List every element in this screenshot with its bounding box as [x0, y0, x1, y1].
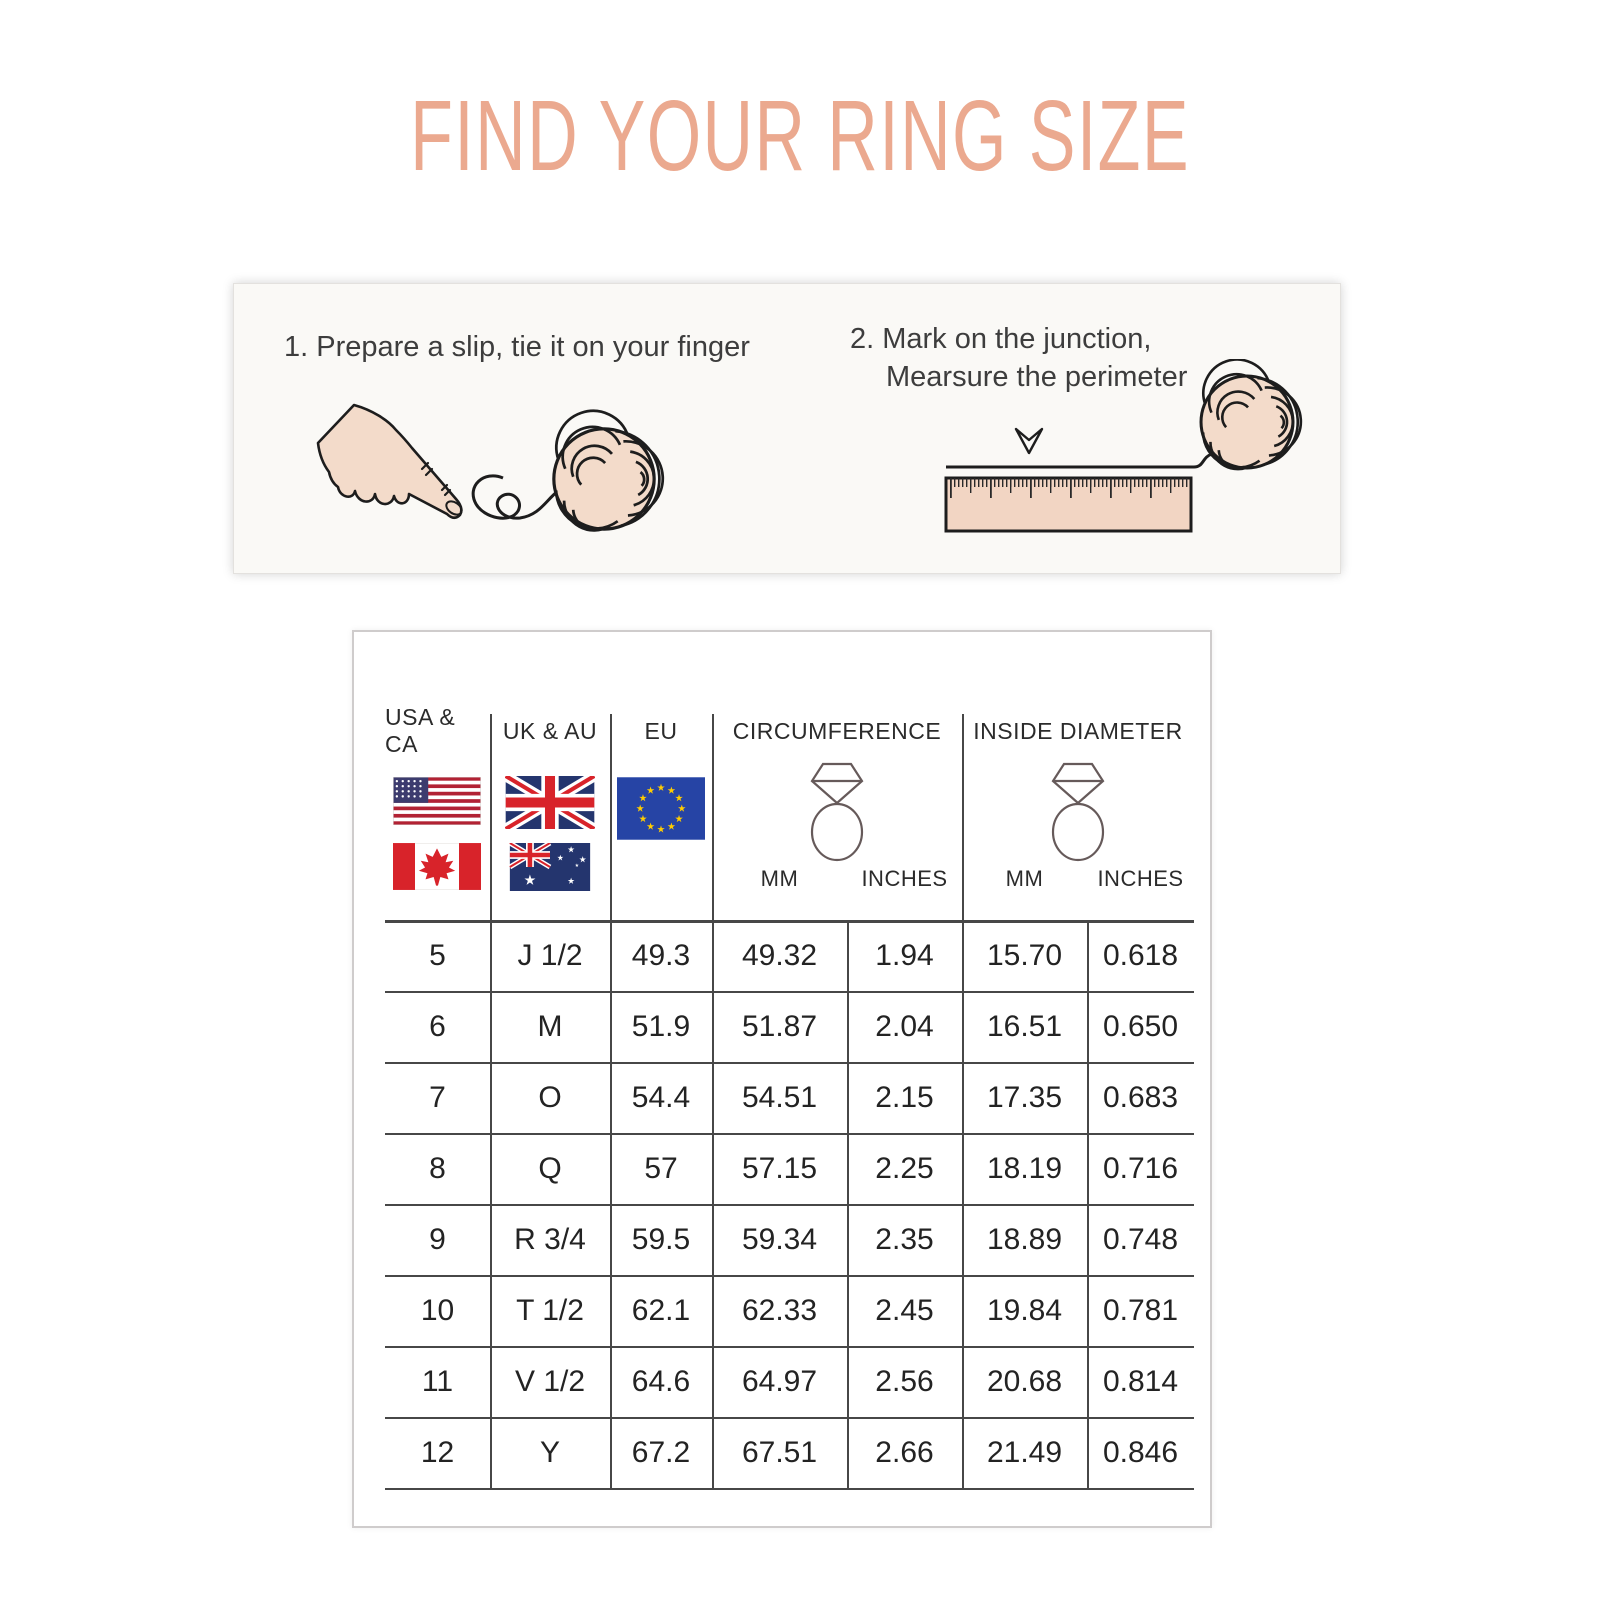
- cell-dia-mm: 18.19: [986, 1151, 1063, 1185]
- cell-circ-mm: 49.32: [741, 938, 818, 972]
- cell-eu: 49.3: [631, 938, 691, 972]
- cell-circ-inches: 2.25: [875, 1151, 934, 1185]
- cell-usa: 8: [429, 1151, 446, 1185]
- ruler-icon: [946, 478, 1191, 531]
- cell-circ-mm: 64.97: [741, 1364, 818, 1398]
- hand-pointing-icon: [318, 405, 464, 518]
- instructions-panel: [233, 283, 1341, 574]
- step1-illustration: [294, 384, 674, 554]
- yarn-ball-icon: [554, 411, 663, 531]
- cell-dia-inches: 0.618: [1102, 938, 1179, 972]
- table-row: [385, 1204, 1194, 1275]
- page-title-text: FIND YOUR RING SIZE: [410, 80, 1190, 192]
- ring-icon-circumference: [792, 758, 882, 863]
- cell-uk: Q: [538, 1151, 562, 1185]
- table-row: [385, 1275, 1194, 1346]
- cell-usa: 5: [429, 938, 446, 972]
- divider: [962, 714, 964, 922]
- table-row: [385, 991, 1194, 1062]
- size-conversion-table: [352, 630, 1212, 1528]
- cell-uk: R 3/4: [514, 1222, 586, 1256]
- cell-circ-mm: 57.15: [741, 1151, 818, 1185]
- cell-uk: M: [537, 1009, 563, 1043]
- table-row: [385, 1417, 1194, 1488]
- cell-dia-mm: 15.70: [986, 938, 1063, 972]
- cell-eu: 64.6: [631, 1364, 691, 1398]
- header-inside-diameter: INSIDE DIAMETER: [973, 717, 1183, 744]
- cell-circ-inches: 2.04: [875, 1009, 934, 1043]
- cell-usa: 6: [429, 1009, 446, 1043]
- table-row: [385, 1346, 1194, 1417]
- cell-dia-inches: 0.781: [1102, 1293, 1179, 1327]
- unit-circ-mm: MM: [760, 866, 799, 891]
- cell-uk: T 1/2: [516, 1293, 584, 1327]
- down-arrow-icon: [1016, 429, 1042, 453]
- cell-dia-mm: 17.35: [986, 1080, 1063, 1114]
- header-circumference: CIRCUMFERENCE: [732, 717, 942, 744]
- cell-uk: O: [538, 1080, 562, 1114]
- australia-flag: [505, 843, 595, 891]
- cell-eu: 67.2: [631, 1435, 691, 1469]
- step2-line2: Mearsure the perimeter: [886, 361, 1188, 393]
- cell-eu: 54.4: [631, 1080, 691, 1114]
- divider: [712, 714, 714, 922]
- yarn-thread-curl: [473, 476, 558, 518]
- cell-uk: Y: [539, 1435, 560, 1469]
- cell-circ-inches: 2.56: [875, 1364, 934, 1398]
- table-row: [385, 920, 1194, 991]
- cell-uk: J 1/2: [517, 938, 583, 972]
- unit-dia-inches: INCHES: [1097, 866, 1184, 891]
- cell-circ-inches: 2.35: [875, 1222, 934, 1256]
- cell-dia-mm: 18.89: [986, 1222, 1063, 1256]
- step2-line1: 2. Mark on the junction,: [850, 323, 1152, 355]
- cell-circ-inches: 2.45: [875, 1293, 934, 1327]
- cell-dia-mm: 19.84: [986, 1293, 1063, 1327]
- cell-dia-inches: 0.814: [1102, 1364, 1179, 1398]
- unit-circ-inches: INCHES: [861, 866, 948, 891]
- cell-circ-mm: 51.87: [741, 1009, 818, 1043]
- divider: [385, 1488, 1194, 1490]
- ring-icon-diameter: [1033, 758, 1123, 863]
- cell-circ-mm: 54.51: [741, 1080, 818, 1114]
- step2-illustration: [864, 359, 1324, 559]
- yarn-ball-icon: [1201, 360, 1301, 470]
- header-uk-au: UK & AU: [502, 717, 598, 744]
- measuring-string: [946, 454, 1226, 467]
- eu-flag: [617, 775, 705, 842]
- us-flag: [393, 777, 481, 825]
- header-eu: EU: [644, 717, 678, 744]
- cell-usa: 12: [420, 1435, 455, 1469]
- step1-text: 1. Prepare a slip, tie it on your finger: [284, 331, 750, 363]
- cell-dia-inches: 0.748: [1102, 1222, 1179, 1256]
- table-row: [385, 1133, 1194, 1204]
- cell-uk: V 1/2: [514, 1364, 586, 1398]
- cell-dia-inches: 0.650: [1102, 1009, 1179, 1043]
- cell-eu: 59.5: [631, 1222, 691, 1256]
- cell-usa: 11: [421, 1364, 454, 1398]
- cell-circ-inches: 2.66: [875, 1435, 934, 1469]
- cell-circ-mm: 62.33: [741, 1293, 818, 1327]
- cell-dia-mm: 16.51: [986, 1009, 1063, 1043]
- cell-circ-inches: 2.15: [875, 1080, 934, 1114]
- uk-flag: [505, 776, 595, 829]
- cell-usa: 9: [429, 1222, 446, 1256]
- page-title: [0, 80, 1600, 192]
- cell-eu: 62.1: [631, 1293, 691, 1327]
- cell-circ-inches: 1.94: [875, 938, 934, 972]
- cell-dia-mm: 20.68: [986, 1364, 1063, 1398]
- cell-dia-inches: 0.716: [1102, 1151, 1179, 1185]
- unit-dia-mm: MM: [1005, 866, 1044, 891]
- divider: [490, 714, 492, 922]
- table-row: [385, 1062, 1194, 1133]
- header-usa-ca: USA & CA: [385, 704, 456, 757]
- cell-dia-inches: 0.846: [1102, 1435, 1179, 1469]
- cell-eu: 51.9: [631, 1009, 691, 1043]
- cell-circ-mm: 59.34: [741, 1222, 818, 1256]
- canada-flag: [393, 843, 481, 890]
- cell-dia-mm: 21.49: [986, 1435, 1063, 1469]
- cell-usa: 7: [429, 1080, 446, 1114]
- divider: [610, 714, 612, 922]
- cell-circ-mm: 67.51: [741, 1435, 818, 1469]
- cell-eu: 57: [644, 1151, 678, 1185]
- cell-dia-inches: 0.683: [1102, 1080, 1179, 1114]
- cell-usa: 10: [420, 1293, 455, 1327]
